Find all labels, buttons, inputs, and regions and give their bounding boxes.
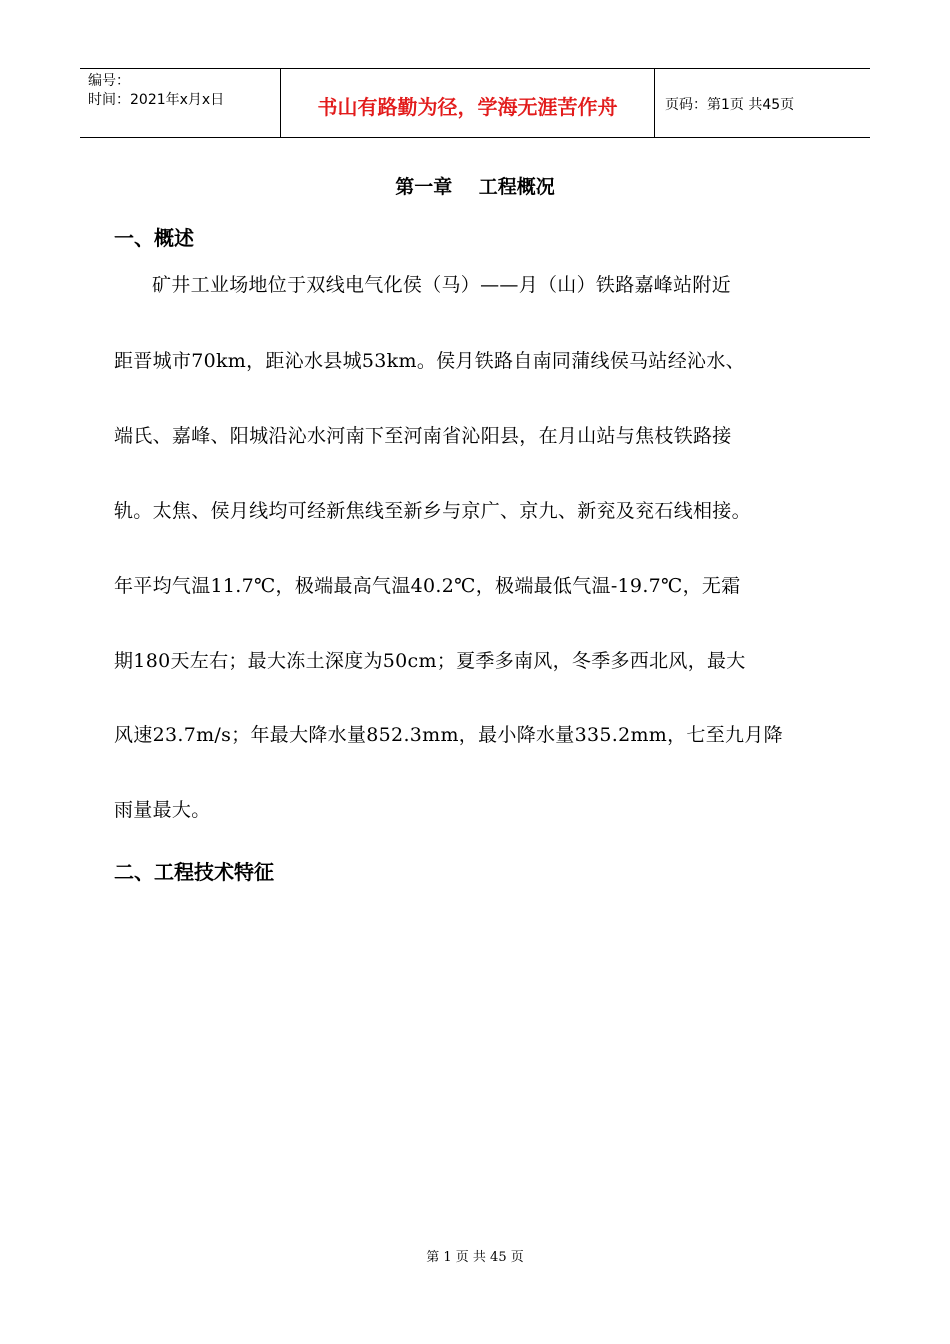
code-label: 编号： <box>88 73 130 89</box>
paragraph-line: 矿井工业场地位于双线电气化侯（马）——月（山）铁路嘉峰站附近 <box>152 274 732 296</box>
page-info: 页码：第1页 共45页 <box>665 97 795 113</box>
motto-text: 书山有路勤为径，学海无涯苦作舟 <box>317 94 618 119</box>
paragraph-line: 年平均气温11.7℃，极端最高气温40.2℃，极端最低气温-19.7℃，无霜 <box>114 575 741 597</box>
paragraph-line: 期180天左右；最大冻土深度为50cm；夏季多南风，冬季多西北风，最大 <box>114 650 746 672</box>
header-motto-cell <box>281 69 655 137</box>
chapter-title: 第一章 工程概况 <box>395 176 555 198</box>
section-heading-technical: 二、工程技术特征 <box>114 860 274 884</box>
paragraph-line: 雨量最大。 <box>114 799 211 821</box>
header-page-cell <box>655 69 870 137</box>
paragraph-line: 端氏、嘉峰、阳城沿沁水河南下至河南省沁阳县，在月山站与焦枝铁路接 <box>114 425 732 447</box>
document-header <box>80 68 870 138</box>
page-footer: 第 1 页 共 45 页 <box>426 1250 524 1265</box>
paragraph-line: 轨。太焦、侯月线均可经新焦线至新乡与京广、京九、新兖及兖石线相接。 <box>114 500 751 522</box>
section-heading-overview: 一、概述 <box>114 226 194 250</box>
paragraph-line: 距晋城市70km，距沁水县城53km。侯月铁路自南同蒲线侯马站经沁水、 <box>114 350 745 372</box>
paragraph-line: 风速23.7m/s；年最大降水量852.3mm，最小降水量335.2mm，七至九月降 <box>114 724 783 746</box>
header-meta-cell <box>80 69 281 137</box>
date-label: 时间：2021年x月x日 <box>88 92 225 108</box>
